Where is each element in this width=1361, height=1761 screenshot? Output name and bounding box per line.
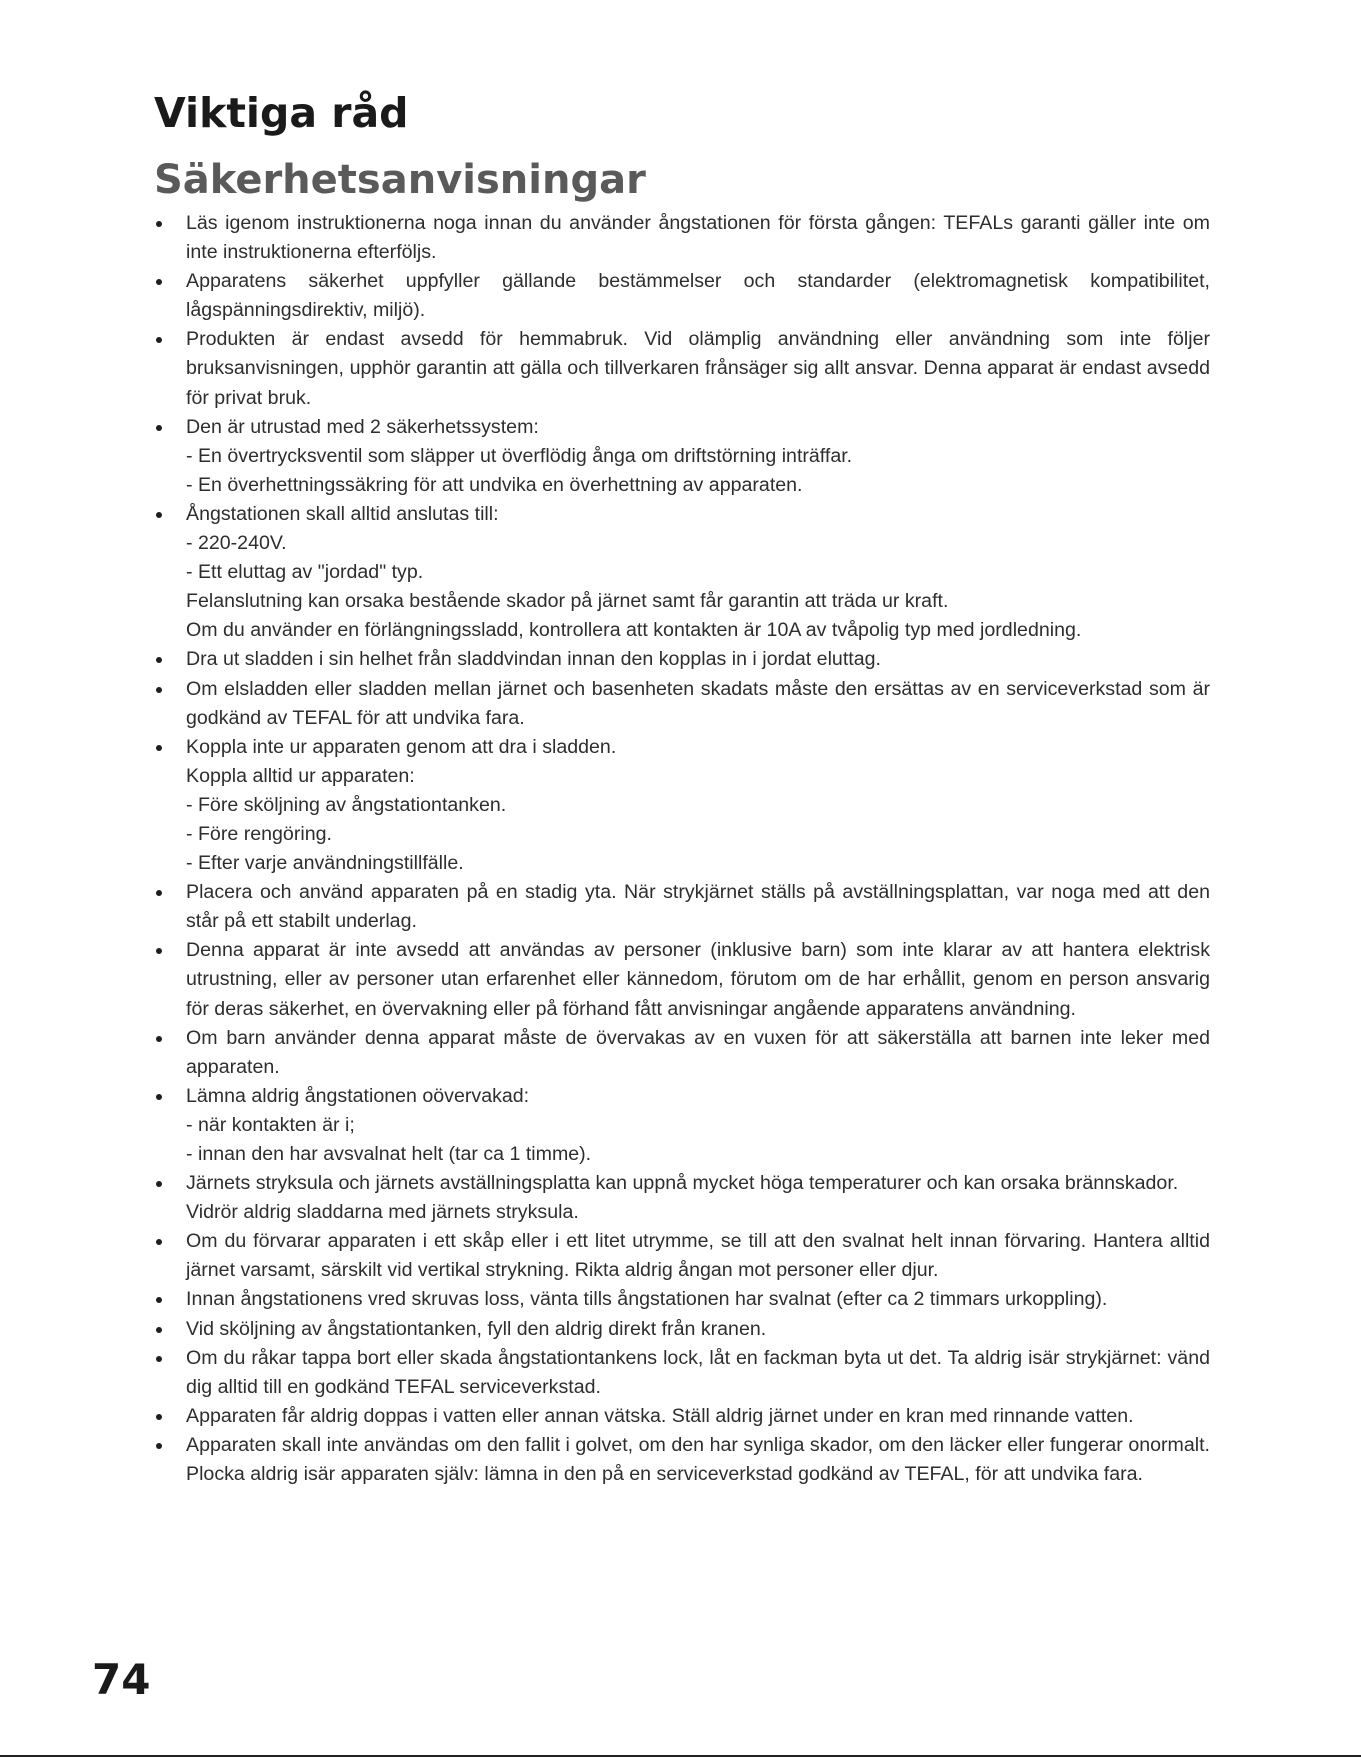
list-item-text: Om du förvarar apparaten i ett skåp eller i ett litet utrymme, se till att den svalnat helt innan förvaring. Hantera alltid järnet varsamt, särskilt vid vertikal strykning. Rikta aldrig ångan mot personer eller djur.	[186, 1230, 1210, 1282]
list-item	[154, 209, 1210, 267]
page-number: 74	[92, 1655, 151, 1704]
list-item	[154, 1285, 1210, 1314]
list-item-text: Placera och använd apparaten på en stadig yta. När strykjärnet ställs på avställningsplattan, var noga med att den står på ett stabilt underlag.	[186, 881, 1210, 933]
list-item-text: Apparaten får aldrig doppas i vatten eller annan vätska. Ställ aldrig järnet under en kran med rinnande vatten.	[186, 1404, 1134, 1427]
list-item-subline: Koppla alltid ur apparaten:	[186, 764, 415, 787]
list-item-subline: - när kontakten är i;	[186, 1113, 355, 1136]
list-item-subline: Felanslutning kan orsaka bestående skador på järnet samt får garantin att träda ur kraft.	[186, 590, 949, 613]
list-item	[154, 267, 1210, 325]
list-item-text: Apparatens säkerhet uppfyller gällande bestämmelser och standarder (elektromagnetisk kompatibilitet, lågspänningsdirektiv, miljö).	[186, 270, 1210, 322]
list-item	[154, 413, 1210, 500]
list-item	[154, 1169, 1210, 1227]
list-item-text: Om barn använder denna apparat måste de övervakas av en vuxen för att säkerställa att barnen inte leker med apparaten.	[186, 1026, 1210, 1078]
list-item	[154, 325, 1210, 412]
list-item	[154, 878, 1210, 936]
list-item-text: Den är utrustad med 2 säkerhetssystem:	[186, 415, 539, 438]
list-item	[154, 1402, 1210, 1431]
list-item	[154, 1431, 1210, 1489]
page-bottom-rule	[0, 1755, 1361, 1757]
list-item	[154, 936, 1210, 1023]
list-item	[154, 733, 1210, 878]
list-item-subline: - Ett eluttag av "jordad" typ.	[186, 561, 424, 584]
list-item-text: Järnets stryksula och järnets avställningsplatta kan uppnå mycket höga temperaturer och kan orsaka brännskador.	[186, 1172, 1179, 1195]
list-item-subline: - 220-240V.	[186, 532, 287, 555]
safety-instructions-list	[154, 209, 1210, 1489]
list-item-subline: Om du använder en förlängningssladd, kontrollera att kontakten är 10A av tvåpolig typ med jordledning.	[186, 619, 1082, 642]
list-item-subline: - Före rengöring.	[186, 822, 332, 845]
list-item-subline: - En överhettningssäkring för att undvika en överhettning av apparaten.	[186, 473, 803, 496]
list-item-text: Denna apparat är inte avsedd att användas av personer (inklusive barn) som inte klarar av att hantera elektrisk utrustning, eller av personer utan erfarenhet eller kännedom, förutom om de har erhållit, genom en person ansvarig för deras säkerhet, en övervakning eller på förhand fått anvisningar angående apparatens användning.	[186, 939, 1210, 1020]
list-item-text: Lämna aldrig ångstationen oövervakad:	[186, 1084, 530, 1107]
section-heading: Säkerhetsanvisningar	[154, 157, 646, 203]
list-item	[154, 1082, 1210, 1169]
list-item	[154, 1344, 1210, 1402]
list-item	[154, 1024, 1210, 1082]
list-item	[154, 645, 1210, 674]
list-item-text: Apparaten skall inte användas om den fallit i golvet, om den har synliga skador, om den läcker eller fungerar onormalt. Plocka aldrig isär apparaten själv: lämna in den på en serviceverkstad godkänd av TEFAL, för att undvika fara.	[186, 1433, 1210, 1486]
list-item-subline: - innan den har avsvalnat helt (tar ca 1 timme).	[186, 1143, 592, 1165]
list-item-text: Om du råkar tappa bort eller skada ångstationtankens lock, låt en fackman byta ut det. Ta aldrig isär strykjärnet: vänd dig alltid till en godkänd TEFAL serviceverkstad.	[186, 1346, 1210, 1398]
list-item	[154, 1227, 1210, 1285]
list-item-text: Läs igenom instruktionerna noga innan du använder ångstationen för första gången: TEFALs garanti gäller inte om inte instruktionerna efterföljs.	[186, 212, 1210, 264]
page-title: Viktiga råd	[154, 89, 409, 137]
list-item-text: Om elsladden eller sladden mellan järnet och basenheten skadats måste den ersättas av en serviceverkstad som är godkänd av TEFAL för att undvika fara.	[186, 677, 1210, 729]
list-item-text: Ångstationen skall alltid anslutas till:	[186, 502, 499, 525]
list-item	[154, 500, 1210, 645]
list-item-text: Vid sköljning av ångstationtanken, fyll den aldrig direkt från kranen.	[186, 1317, 767, 1340]
list-item-subline: Vidrör aldrig sladdarna med järnets stryksula.	[186, 1201, 579, 1224]
list-item-text: Dra ut sladden i sin helhet från sladdvindan innan den kopplas in i jordat eluttag.	[186, 648, 881, 671]
list-item-text: Koppla inte ur apparaten genom att dra i sladden.	[186, 735, 617, 758]
list-item	[154, 675, 1210, 733]
list-item-text: Produkten är endast avsedd för hemmabruk. Vid olämplig användning eller användning som inte följer bruksanvisningen, upphör garantin att gälla och tillverkaren frånsäger sig allt ansvar. Denna apparat är endast avsedd för privat bruk.	[186, 328, 1210, 409]
list-item-subline: - Före sköljning av ångstationtanken.	[186, 793, 507, 816]
list-item-subline: - En övertrycksventil som släpper ut överflödig ånga om driftstörning inträffar.	[186, 444, 853, 467]
list-item-text: Innan ångstationens vred skruvas loss, vänta tills ångstationen har svalnat (efter ca 2 timmars urkoppling).	[186, 1288, 1108, 1311]
list-item-subline: - Efter varje användningstillfälle.	[186, 852, 464, 875]
list-item	[154, 1315, 1210, 1344]
